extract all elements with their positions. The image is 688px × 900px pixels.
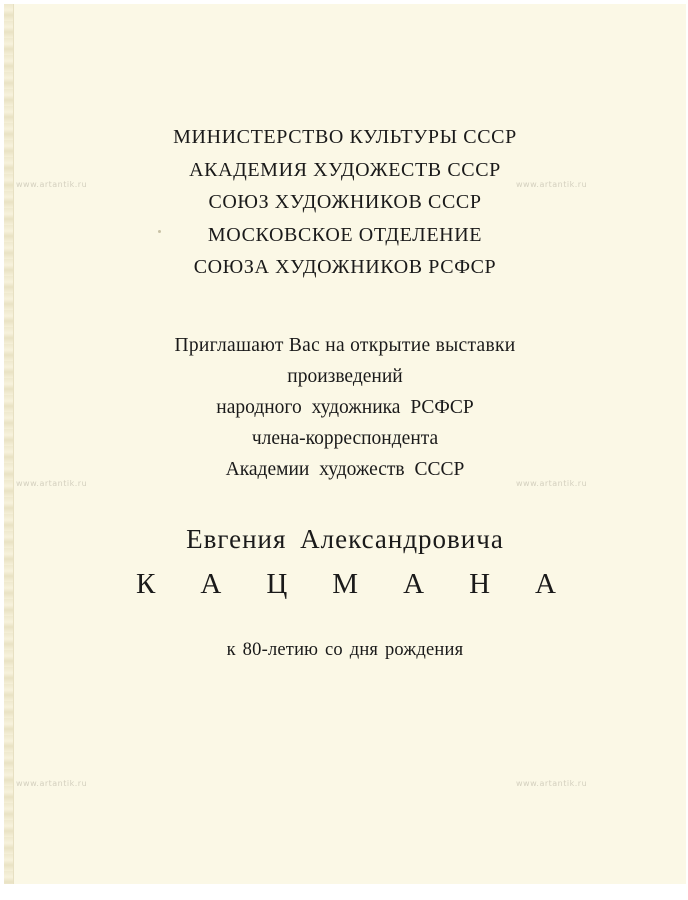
- watermark: www.artantik.ru: [16, 779, 88, 788]
- invitation-line: произведений: [287, 366, 403, 387]
- surname-letter: А: [200, 568, 222, 600]
- invitation-text: [4, 330, 686, 485]
- invitation-line: члена-корреспондента: [251, 428, 439, 449]
- watermark: www.artantik.ru: [516, 479, 588, 488]
- surname-letter: А: [403, 568, 425, 600]
- watermark: www.artantik.ru: [16, 479, 88, 488]
- anniversary-line: к 80-летию со дня рождения: [226, 640, 464, 660]
- artist-surname: [136, 566, 556, 602]
- invitation-line: Академии художеств СССР: [225, 459, 465, 480]
- organizer-line: АКАДЕМИЯ ХУДОЖЕСТВ СССР: [189, 158, 501, 181]
- organizer-line: МИНИСТЕРСТВО КУЛЬТУРЫ СССР: [173, 126, 517, 148]
- invitation-card: [4, 4, 686, 884]
- invitation-line: Приглашают Вас на открытие выставки: [174, 335, 516, 356]
- surname-letter: Ц: [266, 568, 288, 600]
- surname-letter: М: [332, 568, 359, 600]
- watermark: www.artantik.ru: [516, 180, 588, 189]
- watermark: www.artantik.ru: [16, 180, 88, 189]
- surname-letter: А: [535, 568, 556, 600]
- invitation-line: народного художника РСФСР: [216, 397, 474, 418]
- organizers-list: [4, 121, 686, 284]
- organizer-line: МОСКОВСКОЕ ОТДЕЛЕНИЕ: [207, 223, 483, 246]
- surname-letter: К: [136, 568, 156, 600]
- artist-first-names: Евгения Александровича: [186, 524, 504, 554]
- surname-letter: Н: [469, 568, 491, 600]
- organizer-line: СОЮЗА ХУДОЖНИКОВ РСФСР: [193, 256, 497, 278]
- organizer-line: СОЮЗ ХУДОЖНИКОВ СССР: [208, 191, 482, 213]
- watermark: www.artantik.ru: [516, 779, 588, 788]
